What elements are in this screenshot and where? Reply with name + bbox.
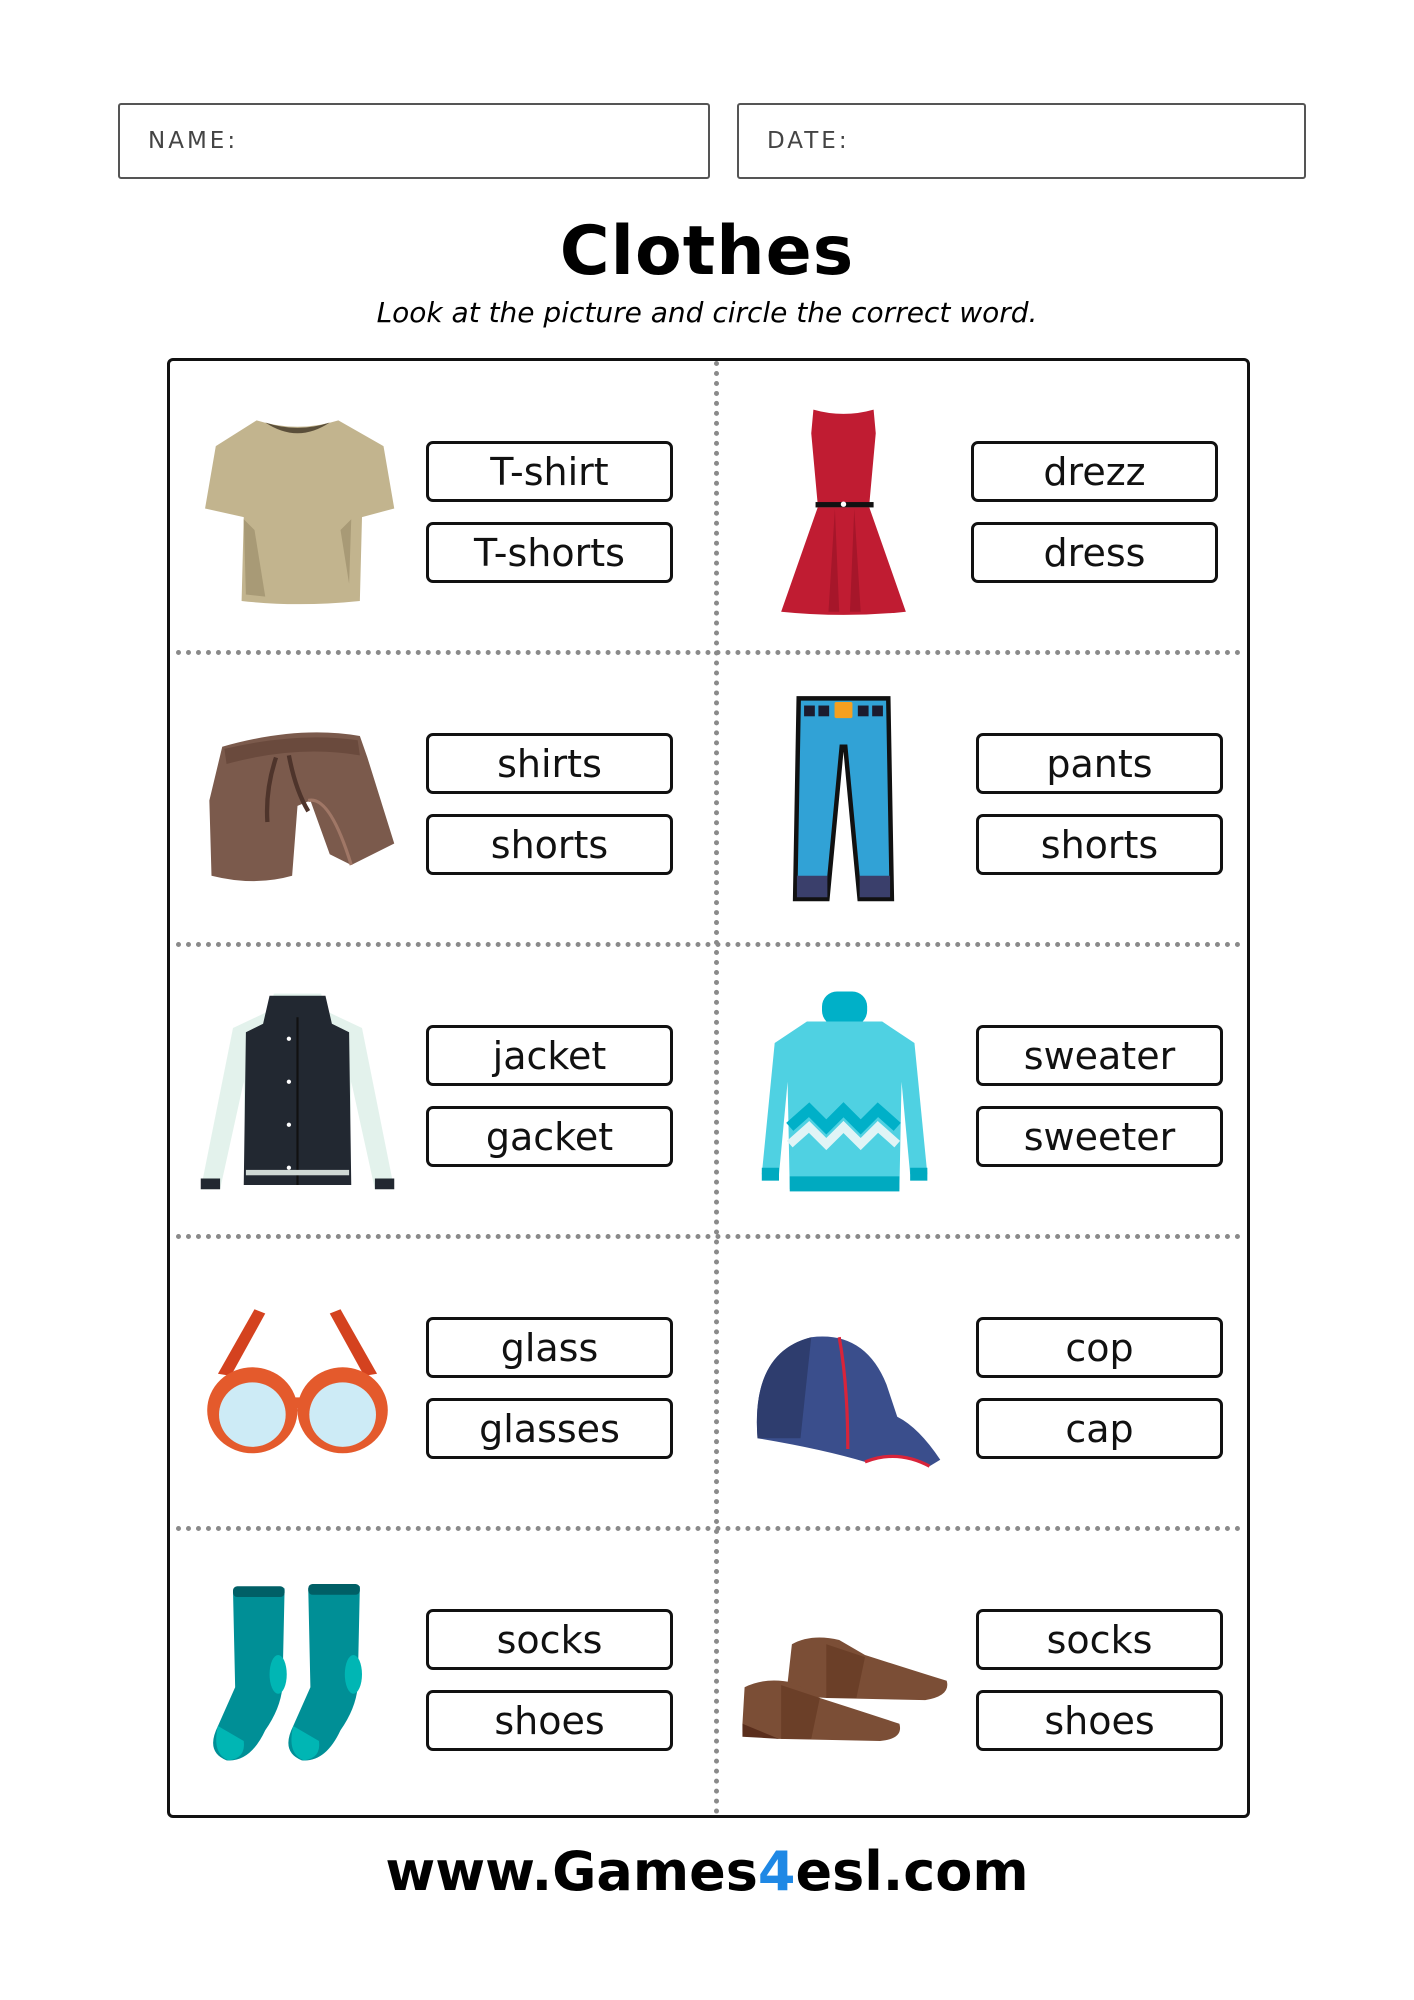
pants-icon: [736, 693, 951, 908]
sweater-icon: [736, 985, 951, 1200]
exercise-item-socks: [170, 1529, 708, 1821]
option-button[interactable]: pants: [976, 733, 1223, 794]
option-button[interactable]: shoes: [426, 1690, 673, 1751]
footer-suffix: esl.com: [795, 1840, 1029, 1903]
exercise-item-dress: [716, 361, 1254, 653]
date-field[interactable]: [737, 103, 1306, 179]
option-button[interactable]: glass: [426, 1317, 673, 1378]
option-button[interactable]: shorts: [426, 814, 673, 875]
option-button[interactable]: cap: [976, 1398, 1223, 1459]
option-button[interactable]: gacket: [426, 1106, 673, 1167]
exercise-item-jacket: [170, 945, 708, 1237]
option-button[interactable]: jacket: [426, 1025, 673, 1086]
exercise-item-cap: [716, 1237, 1254, 1529]
t-shirt-icon: [190, 401, 405, 616]
option-button[interactable]: shorts: [976, 814, 1223, 875]
option-button[interactable]: sweater: [976, 1025, 1223, 1086]
option-button[interactable]: shirts: [426, 733, 673, 794]
name-label: NAME:: [148, 128, 239, 154]
exercise-grid: [167, 358, 1250, 1818]
option-button[interactable]: dress: [971, 522, 1218, 583]
exercise-item-sweater: [716, 945, 1254, 1237]
option-button[interactable]: sweeter: [976, 1106, 1223, 1167]
page-title: Clothes: [559, 212, 855, 291]
option-button[interactable]: cop: [976, 1317, 1223, 1378]
shoes-icon: [736, 1569, 951, 1784]
exercise-item-tshirt: [170, 361, 708, 653]
option-button[interactable]: T-shirt: [426, 441, 673, 502]
cap-icon: [736, 1277, 951, 1492]
option-button[interactable]: drezz: [971, 441, 1218, 502]
exercise-item-pants: [716, 653, 1254, 945]
option-button[interactable]: glasses: [426, 1398, 673, 1459]
exercise-item-shorts: [170, 653, 708, 945]
option-button[interactable]: shoes: [976, 1690, 1223, 1751]
glasses-icon: [190, 1277, 405, 1492]
exercise-item-glasses: [170, 1237, 708, 1529]
option-button[interactable]: socks: [426, 1609, 673, 1670]
jacket-icon: [190, 985, 405, 1200]
instructions: Look at the picture and circle the correct word.: [376, 296, 1038, 329]
exercise-item-shoes: [716, 1529, 1254, 1821]
option-button[interactable]: socks: [976, 1609, 1223, 1670]
socks-icon: [190, 1569, 405, 1784]
shorts-icon: [190, 693, 405, 908]
site-footer: [0, 1840, 1414, 1903]
footer-accent: 4: [757, 1840, 796, 1903]
date-label: DATE:: [767, 128, 850, 154]
footer-prefix: www.Games: [385, 1840, 758, 1903]
dress-icon: [736, 401, 951, 616]
name-field[interactable]: [118, 103, 710, 179]
option-button[interactable]: T-shorts: [426, 522, 673, 583]
